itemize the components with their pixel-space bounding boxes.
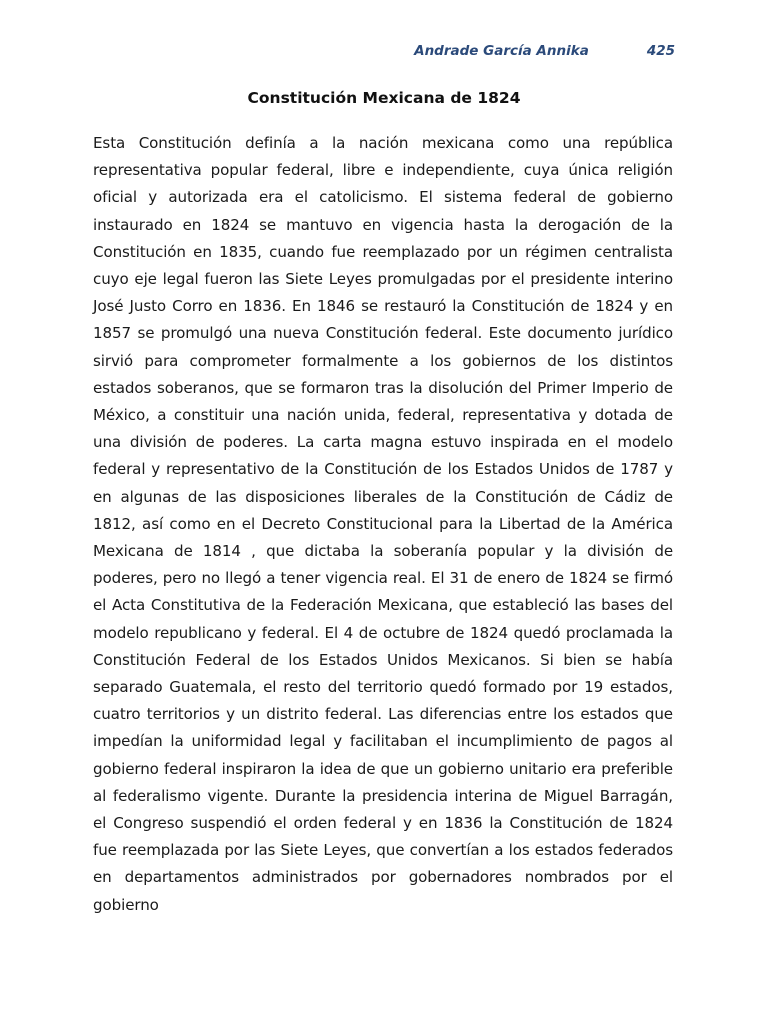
running-header	[0, 43, 675, 59]
body-paragraph: Esta Constitución definía a la nación mexicana como una república representativa popular federal, libre e independiente, cuya única religión oficial y autorizada era el catolicismo. El sistema federal de gobierno instaurado en 1824 se mantuvo en vigencia hasta la derogación de la Constitución en 1835, cuando fue reemplazado por un régimen centralista cuyo eje legal fueron las Siete Leyes promulgadas por el presidente interino José Justo Corro en 1836. En 1846 se restauró la Constitución de 1824 y en 1857 se promulgó una nueva Constitución federal. Este documento jurídico sirvió para comprometer formalmente a los gobiernos de los distintos estados soberanos, que se formaron tras la disolución del Primer Imperio de México, a constituir una nación unida, federal, representativa y dotada de una división de poderes. La carta magna estuvo inspirada en el modelo federal y representativo de la Constitución de los Estados Unidos de 1787 y en algunas de las disposiciones liberales de la Constitución de Cádiz de 1812, así como en el Decreto Constitucional para la Libertad de la América Mexicana de 1814 , que dictaba la soberanía popular y la división de poderes, pero no llegó a tener vigencia real. El 31 de enero de 1824 se firmó el Acta Constitutiva de la Federación Mexicana, que estableció las bases del modelo republicano y federal. El 4 de octubre de 1824 quedó proclamada la Constitución Federal de los Estados Unidos Mexicanos. Si bien se había separado Guatemala, el resto del territorio quedó formado por 19 estados, cuatro territorios y un distrito federal. Las diferencias entre los estados que impedían la uniformidad legal y facilitaban el incumplimiento de pagos al gobierno federal inspiraron la idea de que un gobierno unitario era preferible al federalismo vigente. Durante la presidencia interina de Miguel Barragán, el Congreso suspendió el orden federal y en 1836 la Constitución de 1824 fue reemplazada por las Siete Leyes, que convertían a los estados federados en departamentos administrados por gobernadores nombrados por el gobierno	[93, 134, 673, 914]
page-number: 425	[646, 43, 675, 59]
page-title: Constitución Mexicana de 1824	[247, 89, 521, 107]
header-author: Andrade García Annika	[414, 43, 589, 59]
